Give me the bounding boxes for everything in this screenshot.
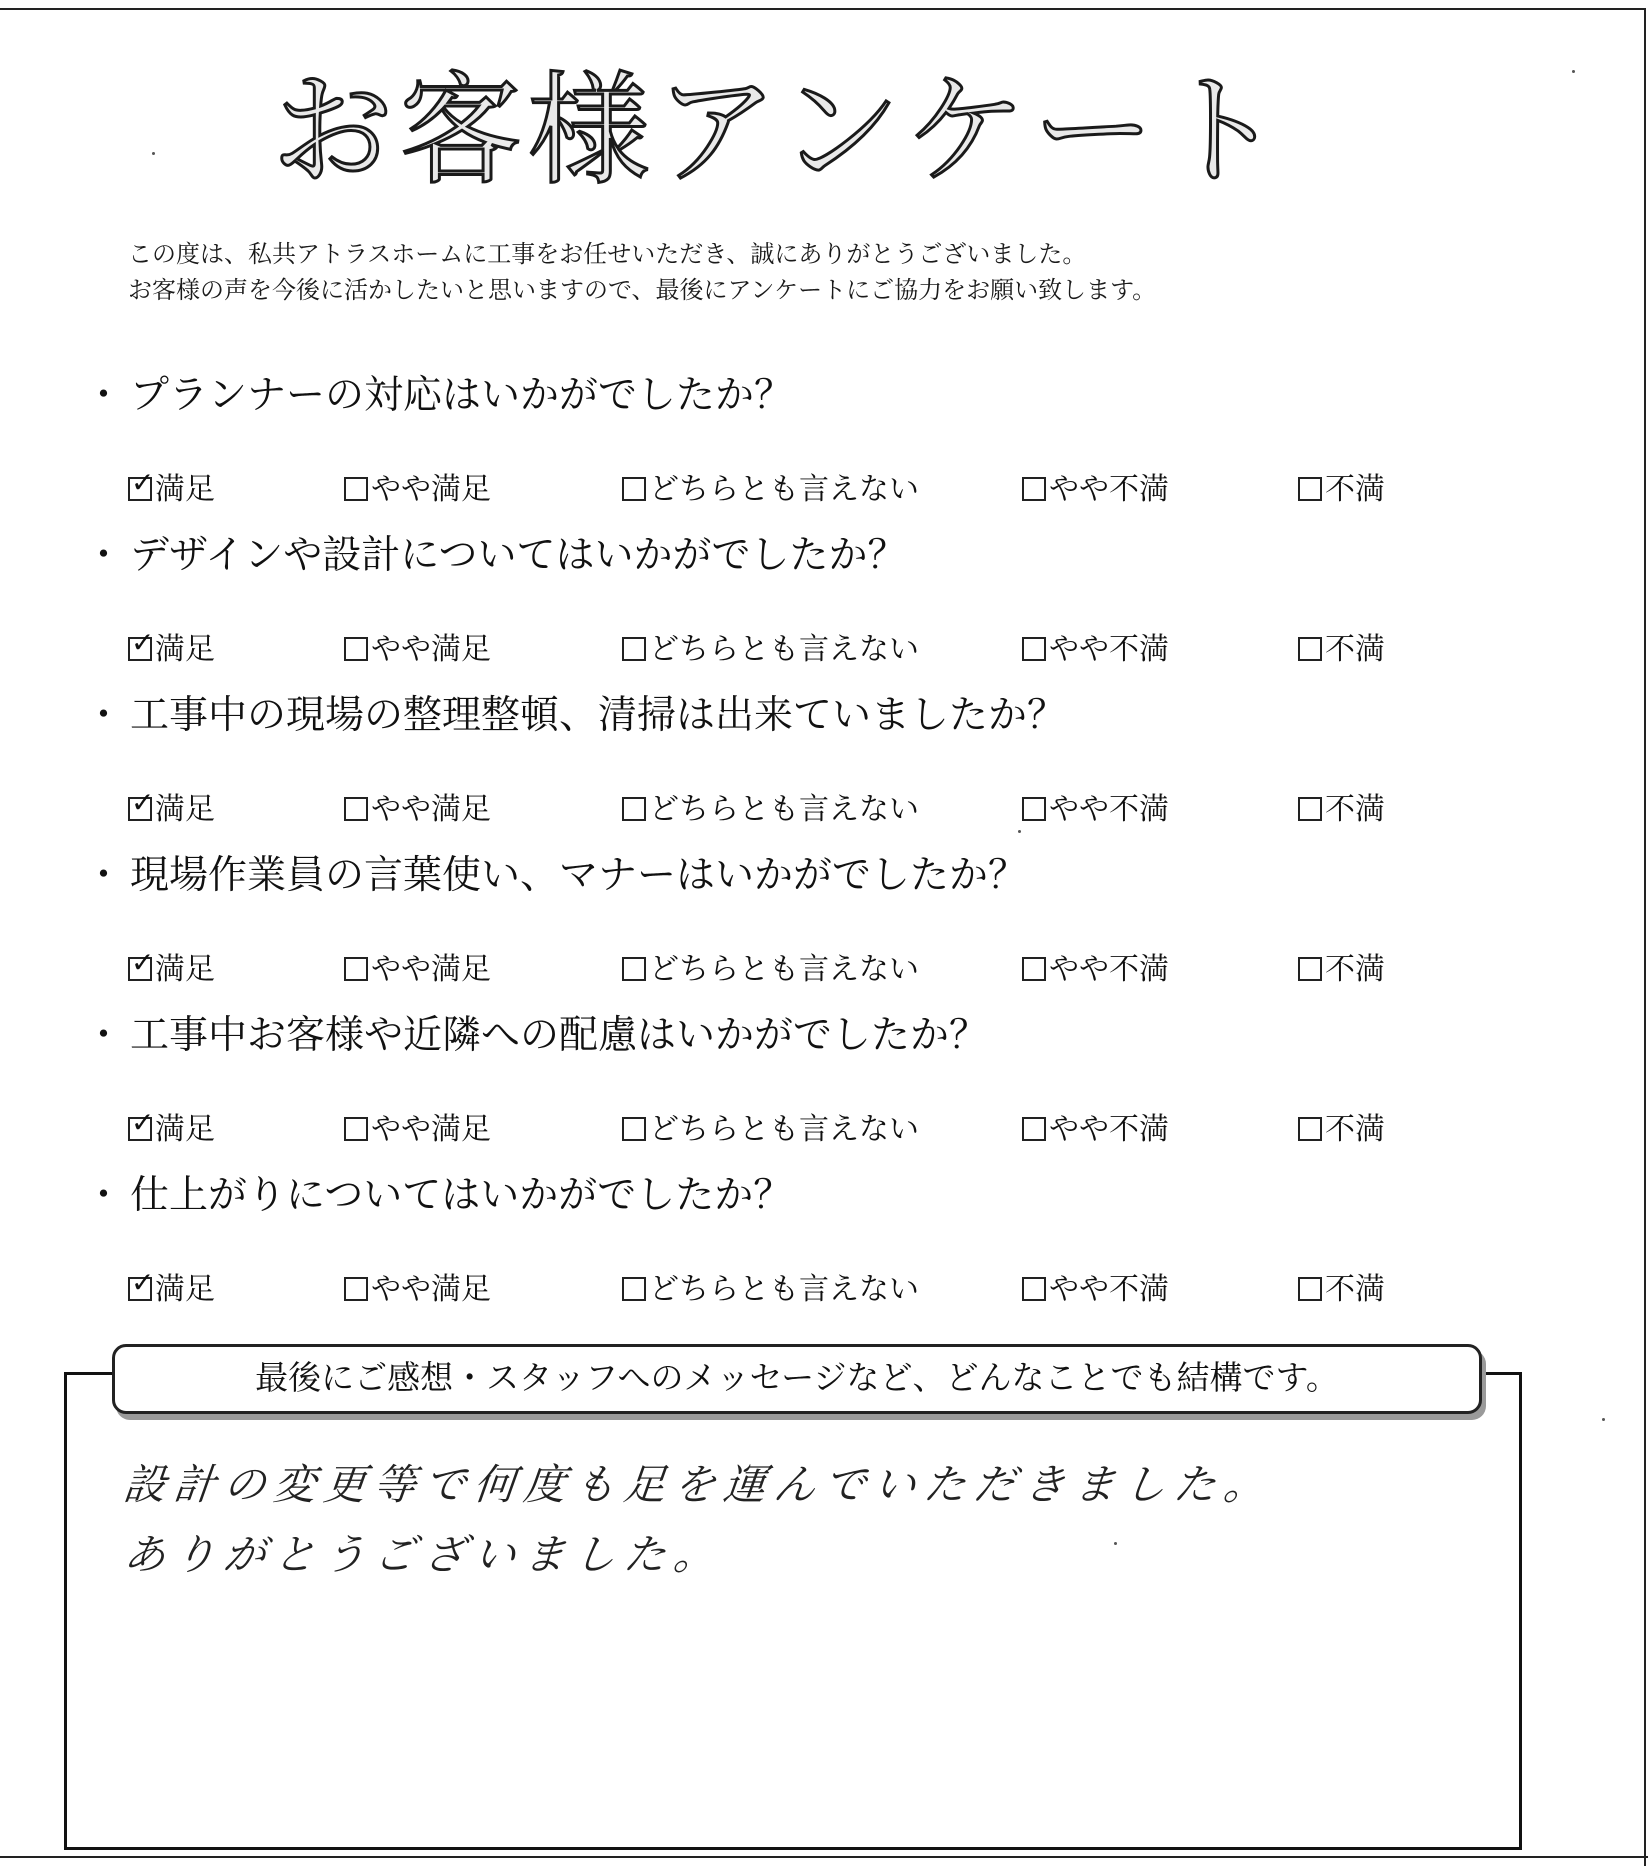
scan-speck xyxy=(1572,70,1575,73)
options-row-2 xyxy=(128,624,1428,667)
option-neutral[interactable]: どちらとも言えない xyxy=(622,1104,919,1148)
scan-speck xyxy=(1114,1542,1117,1545)
comment-heading: 最後にご感想・スタッフへのメッセージなど、どんなことでも結構です。 xyxy=(112,1344,1482,1414)
option-neutral[interactable]: どちらとも言えない xyxy=(622,464,919,508)
bullet-icon: ・ xyxy=(84,693,124,738)
checkbox-icon[interactable] xyxy=(622,477,646,501)
options-row-3 xyxy=(128,784,1428,827)
checkbox-checked-icon[interactable] xyxy=(128,1106,155,1141)
checkbox-icon[interactable] xyxy=(1022,1277,1046,1301)
checkbox-icon[interactable] xyxy=(1022,797,1046,821)
checkbox-icon[interactable] xyxy=(1298,477,1322,501)
check-icon: ✓ xyxy=(131,1106,155,1139)
checkbox-icon[interactable] xyxy=(344,957,368,981)
checkbox-icon[interactable] xyxy=(1298,957,1322,981)
option-satisfied[interactable]: ✓ 満足 xyxy=(128,784,215,828)
option-somewhat-dissatisfied[interactable]: やや不満 xyxy=(1022,464,1169,508)
checkbox-icon[interactable] xyxy=(622,637,646,661)
bullet-icon: ・ xyxy=(84,533,124,578)
option-somewhat-satisfied[interactable]: やや満足 xyxy=(344,624,491,668)
question-6 xyxy=(84,1173,793,1218)
options-row-4 xyxy=(128,944,1428,987)
option-dissatisfied[interactable]: 不満 xyxy=(1298,464,1385,508)
check-icon: ✓ xyxy=(131,1266,155,1299)
check-icon: ✓ xyxy=(131,466,155,499)
checkbox-icon[interactable] xyxy=(622,1117,646,1141)
handwritten-comment-line: 設計の変更等で何度も足を運んでいただきました。 xyxy=(121,1460,1277,1509)
question-text: プランナーの対応はいかがでしたか？ xyxy=(130,373,794,418)
question-2 xyxy=(84,533,907,578)
option-dissatisfied[interactable]: 不満 xyxy=(1298,1264,1385,1308)
checkbox-icon[interactable] xyxy=(1022,957,1046,981)
option-somewhat-satisfied[interactable]: やや満足 xyxy=(344,1104,491,1148)
checkbox-icon[interactable] xyxy=(622,1277,646,1301)
comment-box[interactable] xyxy=(64,1372,1522,1850)
checkbox-icon[interactable] xyxy=(344,1277,368,1301)
option-somewhat-satisfied[interactable]: やや満足 xyxy=(344,464,491,508)
scan-speck xyxy=(1602,1418,1605,1421)
options-row-5 xyxy=(128,1104,1428,1147)
checkbox-icon[interactable] xyxy=(1298,797,1322,821)
intro-text xyxy=(128,236,1156,308)
checkbox-icon[interactable] xyxy=(344,637,368,661)
option-neutral[interactable]: どちらとも言えない xyxy=(622,1264,919,1308)
bullet-icon: ・ xyxy=(84,373,124,418)
option-dissatisfied[interactable]: 不満 xyxy=(1298,944,1385,988)
checkbox-checked-icon[interactable] xyxy=(128,626,155,661)
question-5 xyxy=(84,1013,989,1058)
option-neutral[interactable]: どちらとも言えない xyxy=(622,624,919,668)
options-row-1 xyxy=(128,464,1428,507)
checkbox-icon[interactable] xyxy=(1298,1277,1322,1301)
checkbox-icon[interactable] xyxy=(1022,477,1046,501)
option-satisfied[interactable]: ✓ 満足 xyxy=(128,624,215,668)
question-text: 工事中の現場の整理整頓、清掃は出来ていましたか？ xyxy=(130,693,1067,738)
option-somewhat-dissatisfied[interactable]: やや不満 xyxy=(1022,1264,1169,1308)
question-text: デザインや設計についてはいかがでしたか？ xyxy=(130,533,907,578)
question-3 xyxy=(84,693,1067,738)
bottom-rule xyxy=(0,1856,1648,1858)
option-somewhat-satisfied[interactable]: やや満足 xyxy=(344,944,491,988)
checkbox-icon[interactable] xyxy=(1298,1117,1322,1141)
option-somewhat-satisfied[interactable]: やや満足 xyxy=(344,784,491,828)
checkbox-icon[interactable] xyxy=(622,957,646,981)
option-neutral[interactable]: どちらとも言えない xyxy=(622,784,919,828)
check-icon: ✓ xyxy=(131,786,155,819)
bullet-icon: ・ xyxy=(84,1013,124,1058)
question-text: 仕上がりについてはいかがでしたか？ xyxy=(130,1173,793,1218)
checkbox-checked-icon[interactable] xyxy=(128,946,155,981)
question-text: 工事中お客様や近隣への配慮はいかがでしたか？ xyxy=(130,1013,989,1058)
checkbox-checked-icon[interactable] xyxy=(128,786,155,821)
option-satisfied[interactable]: ✓ 満足 xyxy=(128,1264,215,1308)
checkbox-icon[interactable] xyxy=(622,797,646,821)
option-satisfied[interactable]: ✓ 満足 xyxy=(128,1104,215,1148)
option-dissatisfied[interactable]: 不満 xyxy=(1298,624,1385,668)
option-somewhat-dissatisfied[interactable]: やや不満 xyxy=(1022,784,1169,828)
checkbox-icon[interactable] xyxy=(1022,1117,1046,1141)
checkbox-icon[interactable] xyxy=(344,797,368,821)
question-text: 現場作業員の言葉使い、マナーはいかがでしたか？ xyxy=(130,853,1028,898)
question-1 xyxy=(84,373,794,418)
handwritten-comment-line: ありがとうございました。 xyxy=(121,1530,727,1579)
question-4 xyxy=(84,853,1028,898)
survey-title: お客様アンケート xyxy=(271,60,1289,202)
option-somewhat-dissatisfied[interactable]: やや不満 xyxy=(1022,624,1169,668)
option-somewhat-dissatisfied[interactable]: やや不満 xyxy=(1022,1104,1169,1148)
checkbox-checked-icon[interactable] xyxy=(128,1266,155,1301)
scan-speck xyxy=(152,152,155,155)
checkbox-icon[interactable] xyxy=(1022,637,1046,661)
option-satisfied[interactable]: ✓ 満足 xyxy=(128,944,215,988)
option-somewhat-dissatisfied[interactable]: やや不満 xyxy=(1022,944,1169,988)
checkbox-icon[interactable] xyxy=(344,477,368,501)
bullet-icon: ・ xyxy=(84,1173,124,1218)
check-icon: ✓ xyxy=(131,626,155,659)
option-dissatisfied[interactable]: 不満 xyxy=(1298,1104,1385,1148)
checkbox-icon[interactable] xyxy=(1298,637,1322,661)
check-icon: ✓ xyxy=(131,946,155,979)
intro-line: お客様の声を今後に活かしたいと思いますので、最後にアンケートにご協力をお願い致します。 xyxy=(128,276,1157,304)
option-neutral[interactable]: どちらとも言えない xyxy=(622,944,919,988)
option-dissatisfied[interactable]: 不満 xyxy=(1298,784,1385,828)
intro-line: この度は、私共アトラスホームに工事をお任せいただき、誠にありがとうございました。 xyxy=(128,240,1087,268)
option-satisfied[interactable]: ✓ 満足 xyxy=(128,464,215,508)
option-somewhat-satisfied[interactable]: やや満足 xyxy=(344,1264,491,1308)
options-row-6 xyxy=(128,1264,1428,1307)
scan-speck xyxy=(1018,830,1021,833)
checkbox-checked-icon[interactable] xyxy=(128,466,155,501)
bullet-icon: ・ xyxy=(84,853,124,898)
checkbox-icon[interactable] xyxy=(344,1117,368,1141)
